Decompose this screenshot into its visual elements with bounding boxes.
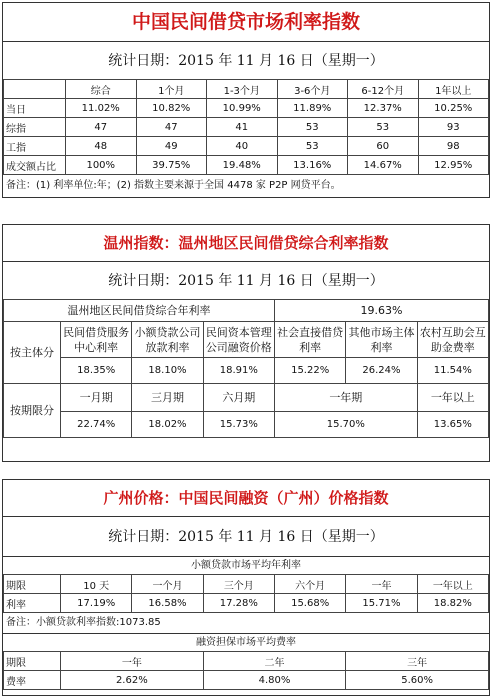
row-label: 费率	[4, 671, 61, 690]
by-entity-label: 按主体分	[4, 322, 61, 384]
header-cell: 一个月	[132, 575, 203, 594]
row-label: 利率	[4, 594, 61, 613]
composite-label: 温州地区民间借贷综合年利率	[4, 300, 275, 322]
table-cell: 47	[66, 118, 137, 137]
by-term-label: 按期限分	[4, 384, 61, 438]
header-cell: 二年	[203, 652, 346, 671]
header-cell: 三年	[346, 652, 489, 671]
table-cell: 18.82%	[417, 594, 488, 613]
guarantee-market-subtitle: 融资担保市场平均费率	[3, 633, 489, 651]
row-label: 成交额占比	[4, 156, 66, 175]
header-cell: 6-12个月	[348, 80, 419, 99]
entity-value: 18.35%	[61, 358, 132, 384]
header-cell: 10 天	[61, 575, 132, 594]
table-row	[4, 671, 489, 690]
term-header: 三月期	[132, 384, 203, 412]
entity-header: 民间借贷服务中心利率	[61, 322, 132, 358]
table-cell: 17.19%	[61, 594, 132, 613]
header-cell: 3-6个月	[277, 80, 348, 99]
entity-header: 民间资本管理公司融资价格	[203, 322, 274, 358]
table-cell: 4.80%	[203, 671, 346, 690]
term-header: 六月期	[203, 384, 274, 412]
table-cell: 98	[418, 137, 489, 156]
term-value-row	[4, 412, 489, 438]
wenzhou-index-title: 温州指数：温州地区民间借贷综合利率指数	[103, 234, 389, 252]
table-cell: 15.71%	[346, 594, 417, 613]
table-row	[4, 594, 489, 613]
wenzhou-index-panel	[2, 224, 490, 462]
table-cell: 19.48%	[207, 156, 278, 175]
table-cell: 17.28%	[203, 594, 274, 613]
entity-value: 15.22%	[274, 358, 345, 384]
entity-value-row	[4, 358, 489, 384]
entity-value: 18.10%	[132, 358, 203, 384]
term-value: 15.70%	[274, 412, 417, 438]
table-cell: 40	[207, 137, 278, 156]
header-cell: 三个月	[203, 575, 274, 594]
entity-value: 11.54%	[417, 358, 488, 384]
guangzhou-index-panel	[2, 479, 490, 696]
table-cell: 49	[136, 137, 207, 156]
table-cell: 48	[66, 137, 137, 156]
table-cell: 47	[136, 118, 207, 137]
wenzhou-stat-date: 统计日期：2015 年 11 月 16 日（星期一）	[3, 261, 489, 299]
loan-rate-table	[3, 574, 489, 613]
table-cell: 16.58%	[132, 594, 203, 613]
composite-row	[4, 300, 489, 322]
table-cell: 41	[207, 118, 278, 137]
entity-header: 小额贷款公司放款利率	[132, 322, 203, 358]
table-row	[4, 156, 489, 175]
entity-header-row	[4, 322, 489, 358]
table-header-row	[4, 652, 489, 671]
table-cell: 100%	[66, 156, 137, 175]
table-cell: 13.16%	[277, 156, 348, 175]
table-cell: 12.37%	[348, 99, 419, 118]
table-row	[4, 99, 489, 118]
national-index-panel	[2, 2, 490, 198]
table-cell: 5.60%	[346, 671, 489, 690]
term-header: 一月期	[61, 384, 132, 412]
header-cell: 1-3个月	[207, 80, 278, 99]
table-cell: 53	[277, 137, 348, 156]
table-header-row	[4, 575, 489, 594]
entity-value: 26.24%	[346, 358, 417, 384]
header-cell: 一年以上	[417, 575, 488, 594]
table-cell: 11.89%	[277, 99, 348, 118]
header-cell: 期限	[4, 575, 61, 594]
term-value: 22.74%	[61, 412, 132, 438]
row-label: 当日	[4, 99, 66, 118]
table-cell: 10.82%	[136, 99, 207, 118]
term-header: 一年期	[274, 384, 417, 412]
national-index-note: 备注：(1) 利率单位:年；(2) 指数主要来源于全国 4478 家 P2P 网贷平台。	[6, 180, 341, 191]
table-cell: 60	[348, 137, 419, 156]
row-label: 工指	[4, 137, 66, 156]
table-cell: 2.62%	[61, 671, 204, 690]
national-rate-table	[3, 79, 489, 175]
table-cell: 10.25%	[418, 99, 489, 118]
loan-index-note: 备注：小额贷款利率指数:1073.85	[6, 617, 161, 628]
entity-value: 18.91%	[203, 358, 274, 384]
header-cell: 1个月	[136, 80, 207, 99]
table-cell: 15.68%	[274, 594, 345, 613]
composite-value: 19.63%	[274, 300, 488, 322]
table-row	[4, 137, 489, 156]
header-cell: 一年	[61, 652, 204, 671]
term-value: 15.73%	[203, 412, 274, 438]
wenzhou-rate-table	[3, 299, 489, 438]
header-cell	[4, 80, 66, 99]
header-cell: 期限	[4, 652, 61, 671]
table-cell: 39.75%	[136, 156, 207, 175]
guangzhou-index-title: 广州价格：中国民间融资（广州）价格指数	[103, 489, 389, 507]
guarantee-fee-table	[3, 651, 489, 690]
national-index-title: 中国民间借贷市场利率指数	[131, 11, 360, 33]
table-cell: 12.95%	[418, 156, 489, 175]
entity-header: 社会直接借贷利率	[274, 322, 345, 358]
row-label: 综指	[4, 118, 66, 137]
header-cell: 综合	[66, 80, 137, 99]
term-header-row	[4, 384, 489, 412]
table-cell: 93	[418, 118, 489, 137]
national-stat-date: 统计日期：2015 年 11 月 16 日（星期一）	[3, 41, 489, 79]
table-row	[4, 118, 489, 137]
loan-market-subtitle: 小额贷款市场平均年利率	[3, 556, 489, 574]
entity-header: 农村互助会互助金费率	[417, 322, 488, 358]
header-cell: 一年	[346, 575, 417, 594]
term-header: 一年以上	[417, 384, 488, 412]
table-cell: 53	[277, 118, 348, 137]
term-value: 18.02%	[132, 412, 203, 438]
header-cell: 六个月	[274, 575, 345, 594]
table-cell: 14.67%	[348, 156, 419, 175]
guangzhou-stat-date: 统计日期：2015 年 11 月 16 日（星期一）	[3, 516, 489, 556]
table-cell: 11.02%	[66, 99, 137, 118]
table-cell: 10.99%	[207, 99, 278, 118]
table-header-row	[4, 80, 489, 99]
header-cell: 1年以上	[418, 80, 489, 99]
term-value: 13.65%	[417, 412, 488, 438]
entity-header: 其他市场主体利率	[346, 322, 417, 358]
table-cell: 53	[348, 118, 419, 137]
